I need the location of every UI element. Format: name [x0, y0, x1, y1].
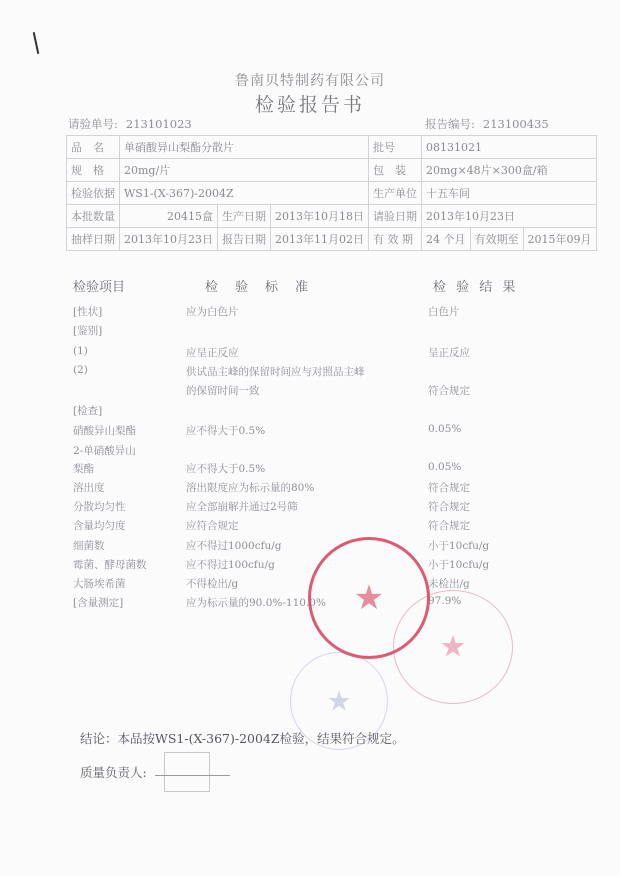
test-item: [含量测定] [73, 597, 124, 609]
test-row [0, 304, 620, 322]
basis-label: 检验依据 [67, 182, 120, 205]
expiry-date: 2015年09月 [523, 228, 596, 251]
test-standard: 的保留时间一致 [186, 385, 260, 397]
batch-label: 批号 [369, 136, 422, 159]
conclusion: 结论：本品按WS1-(X-367)-2004Z检验，结果符合规定。 [80, 731, 405, 746]
test-item: 溶出度 [73, 482, 105, 494]
report-date: 2013年11月02日 [271, 228, 369, 251]
expiry-label: 有效期至 [470, 228, 523, 251]
test-item: 细菌数 [73, 540, 105, 552]
test-row [0, 499, 620, 517]
test-row [0, 518, 620, 536]
test-standard: 应符合规定 [186, 520, 239, 532]
info-row-dates [67, 228, 597, 251]
test-result: 未检出/g [428, 578, 470, 590]
test-item: 2-单硝酸异山 [73, 445, 136, 457]
test-standard: 应不得大于0.5% [186, 463, 266, 475]
report-date-label: 报告日期 [218, 228, 271, 251]
test-result: 0.05% [428, 461, 462, 473]
test-standard: 应不得过1000cfu/g [186, 540, 282, 552]
company-name: 鲁南贝特制药有限公司 [235, 73, 385, 89]
test-result: 小于10cfu/g [428, 559, 490, 571]
test-standard: 应不得大于0.5% [186, 425, 266, 437]
test-result: 97.9% [428, 595, 462, 607]
request-date-label: 请验日期 [369, 205, 422, 228]
test-standard: 不得检出/g [186, 578, 239, 590]
batch-number: 08131021 [422, 136, 597, 159]
product-name-label: 品 名 [67, 136, 120, 159]
production-date-label: 生产日期 [218, 205, 271, 228]
column-header-result: 检 验 结 果 [433, 280, 519, 295]
package-label: 包 装 [369, 159, 422, 182]
spec-label: 规 格 [67, 159, 120, 182]
star-icon: ★ [439, 629, 467, 665]
info-row-basis [67, 182, 597, 205]
test-row [0, 323, 620, 341]
basis: WS1-(X-367)-2004Z [120, 182, 369, 205]
product-info-table [66, 135, 597, 251]
test-row [0, 383, 620, 401]
package: 20mg×48片×300盒/箱 [422, 159, 597, 182]
test-item: (2) [73, 364, 88, 376]
unit-label: 生产单位 [369, 182, 422, 205]
test-result: 符合规定 [428, 385, 470, 397]
test-row [0, 364, 620, 382]
report-number-value: 213100435 [482, 117, 549, 131]
validity-label: 有 效 期 [369, 228, 422, 251]
test-item: [检查] [73, 405, 103, 417]
sample-date: 2013年10月23日 [120, 228, 218, 251]
test-standard: 应为白色片 [186, 306, 239, 318]
test-item: [鉴别] [73, 325, 103, 337]
test-row [0, 480, 620, 498]
test-item: 分散均匀性 [73, 501, 126, 513]
test-item: (1) [73, 345, 88, 357]
test-item: [性状] [73, 306, 103, 318]
signature-stamp [164, 752, 210, 792]
test-item: 霉菌、酵母菌数 [73, 559, 147, 571]
spec: 20mg/片 [120, 159, 369, 182]
test-standard: 应全部崩解并通过2号筛 [186, 501, 298, 513]
production-date: 2013年10月18日 [271, 205, 369, 228]
quantity: 20415盒 [120, 205, 218, 228]
test-standard: 应不得过100cfu/g [186, 559, 275, 571]
company-seal [308, 537, 430, 659]
star-icon: ★ [353, 578, 385, 618]
test-item: 大肠埃希菌 [73, 578, 126, 590]
report-number-label: 报告编号: [425, 117, 475, 131]
sample-date-label: 抽样日期 [67, 228, 120, 251]
test-item: 梨酯 [73, 463, 94, 475]
star-icon: ★ [326, 684, 352, 718]
test-item: 含量均匀度 [73, 520, 126, 532]
signer-label: 质量负责人: [80, 765, 147, 780]
column-header-item: 检验项目 [73, 280, 126, 295]
test-result: 符合规定 [428, 520, 470, 532]
product-name: 单硝酸异山梨酯分散片 [120, 136, 369, 159]
test-row [0, 461, 620, 479]
validity: 24 个月 [422, 228, 471, 251]
test-result: 符合规定 [428, 501, 470, 513]
info-row-spec [67, 159, 597, 182]
test-result: 符合规定 [428, 482, 470, 494]
pen-mark [33, 32, 40, 54]
info-row-name [67, 136, 597, 159]
test-row [0, 345, 620, 363]
production-unit: 十五车间 [422, 182, 597, 205]
signature-line [155, 775, 230, 776]
test-standard: 供试品主峰的保留时间应与对照品主峰 [186, 366, 365, 378]
report-number [425, 116, 549, 132]
test-row [0, 403, 620, 421]
request-number-label: 请验单号: [68, 117, 118, 131]
test-standard: 应为标示量的90.0%-110.0% [186, 597, 326, 609]
test-row [0, 557, 620, 575]
info-row-quantity [67, 205, 597, 228]
request-number-value: 213101023 [125, 117, 192, 131]
document-title: 检验报告书 [254, 94, 365, 116]
test-row [0, 443, 620, 461]
quantity-label: 本批数量 [67, 205, 120, 228]
request-number [68, 116, 192, 132]
column-header-standard: 检 验 标 准 [205, 280, 311, 295]
request-date: 2013年10月23日 [422, 205, 597, 228]
test-result: 小于10cfu/g [428, 540, 490, 552]
test-standard: 应呈正反应 [186, 347, 239, 359]
test-result: 白色片 [428, 306, 460, 318]
test-row [0, 538, 620, 556]
test-standard: 溶出限度应为标示量的80% [186, 482, 315, 494]
test-item: 硝酸异山梨酯 [73, 425, 136, 437]
test-row [0, 423, 620, 441]
test-result: 0.05% [428, 423, 462, 435]
test-result: 呈正反应 [428, 347, 470, 359]
